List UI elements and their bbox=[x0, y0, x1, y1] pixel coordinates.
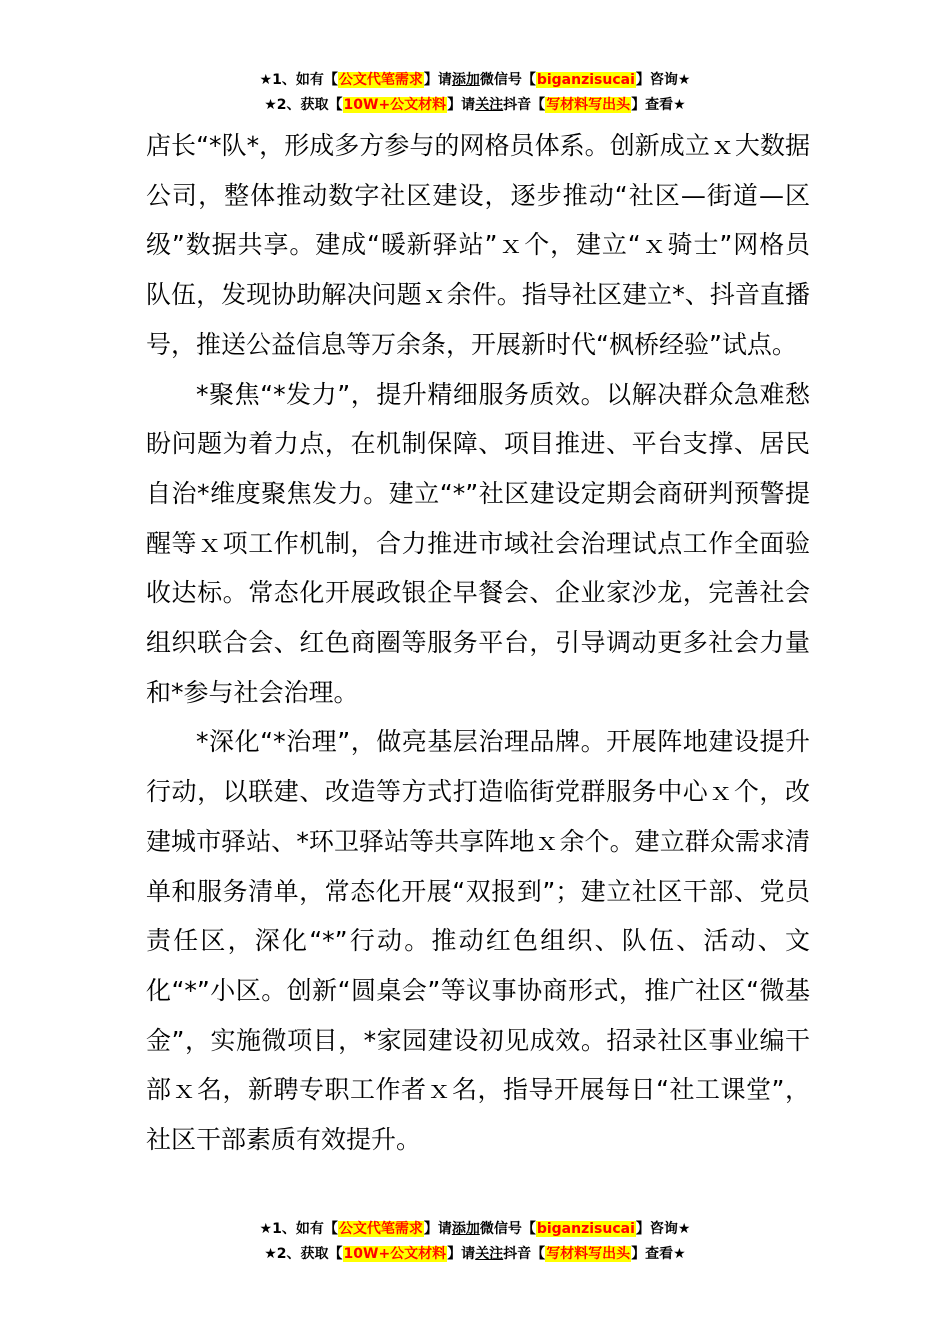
header-line-2-suffix: 】查看★ bbox=[631, 97, 686, 113]
header-line-2-highlight-materials: 10W+公文材料 bbox=[343, 97, 447, 113]
footer-line-1-prefix: ★1、如有【 bbox=[259, 1221, 338, 1237]
header-line-2 bbox=[0, 93, 950, 118]
header-line-2-text-2: 抖音【 bbox=[503, 97, 546, 113]
footer-line-1-text: 】请 bbox=[423, 1221, 452, 1237]
footer-banner bbox=[0, 1217, 950, 1267]
footer-line-1-highlight-service: 公文代笔需求 bbox=[338, 1221, 423, 1237]
header-line-1-underline: 添加 bbox=[451, 72, 480, 88]
header-line-2-highlight-douyin: 写材料写出头 bbox=[546, 97, 631, 113]
header-line-2-text: 】请 bbox=[447, 97, 476, 113]
footer-line-2-highlight-materials: 10W+公文材料 bbox=[343, 1246, 447, 1262]
paragraph-1: 店长“*队*，形成多方参与的网格员体系。创新成立ｘ大数据公司，整体推动数字社区建设，逐步推动“社区—街道—区级”数据共享。建成“暖新驿站”ｘ个，建立“ｘ骑士”网格员队伍，发现协助解决问题ｘ余件。指导社区建立*、抖音直播号，推送公益信息等万余条，开展新时代“枫桥经验”试点。 bbox=[146, 131, 810, 359]
paragraph-3: *深化“*治理”，做亮基层治理品牌。开展阵地建设提升行动，以联建、改造等方式打造临街党群服务中心ｘ个，改建城市驿站、*环卫驿站等共享阵地ｘ余个。建立群众需求清单和服务清单，常态化开展“双报到”；建立社区干部、党员责任区，深化“*”行动。推动红色组织、队伍、活动、文化“*”小区。创新“圆桌会”等议事协商形式，推广社区“微基金”，实施微项目，*家园建设初见成效。招录社区事业编干部ｘ名，新聘专职工作者ｘ名，指导开展每日“社工课堂”，社区干部素质有效提升。 bbox=[146, 727, 810, 1155]
header-line-1-prefix: ★1、如有【 bbox=[259, 72, 338, 88]
footer-line-2-suffix: 】查看★ bbox=[631, 1246, 686, 1262]
header-banner bbox=[0, 68, 950, 118]
footer-line-1-text-2: 微信号【 bbox=[479, 1221, 536, 1237]
footer-line-2-text-2: 抖音【 bbox=[503, 1246, 546, 1262]
header-line-1-text: 】请 bbox=[423, 72, 452, 88]
paragraph-2: *聚焦“*发力”，提升精细服务质效。以解决群众急难愁盼问题为着力点，在机制保障、项目推进、平台支撑、居民自治*维度聚焦发力。建立“*”社区建设定期会商研判预警提醒等ｘ项工作机制，合力推进市域社会治理试点工作全面验收达标。常态化开展政银企早餐会、企业家沙龙，完善社会组织联合会、红色商圈等服务平台，引导调动更多社会力量和*参与社会治理。 bbox=[146, 379, 810, 707]
footer-line-2-highlight-douyin: 写材料写出头 bbox=[546, 1246, 631, 1262]
footer-line-2-prefix: ★2、获取【 bbox=[264, 1246, 343, 1262]
footer-line-2-underline: 关注 bbox=[475, 1246, 504, 1262]
header-line-1 bbox=[0, 68, 950, 93]
footer-line-1-highlight-wechat: biganzisucai bbox=[536, 1221, 635, 1237]
header-line-2-prefix: ★2、获取【 bbox=[264, 97, 343, 113]
document-body bbox=[146, 121, 810, 1165]
footer-line-2-text: 】请 bbox=[447, 1246, 476, 1262]
footer-line-1-underline: 添加 bbox=[451, 1221, 480, 1237]
header-line-2-underline: 关注 bbox=[475, 97, 504, 113]
footer-line-2 bbox=[0, 1242, 950, 1267]
footer-line-1-suffix: 】咨询★ bbox=[635, 1221, 691, 1237]
header-line-1-suffix: 】咨询★ bbox=[635, 72, 691, 88]
header-line-1-highlight-wechat: biganzisucai bbox=[536, 72, 635, 88]
footer-line-1 bbox=[0, 1217, 950, 1242]
header-line-1-highlight-service: 公文代笔需求 bbox=[338, 72, 423, 88]
header-line-1-text-2: 微信号【 bbox=[479, 72, 536, 88]
